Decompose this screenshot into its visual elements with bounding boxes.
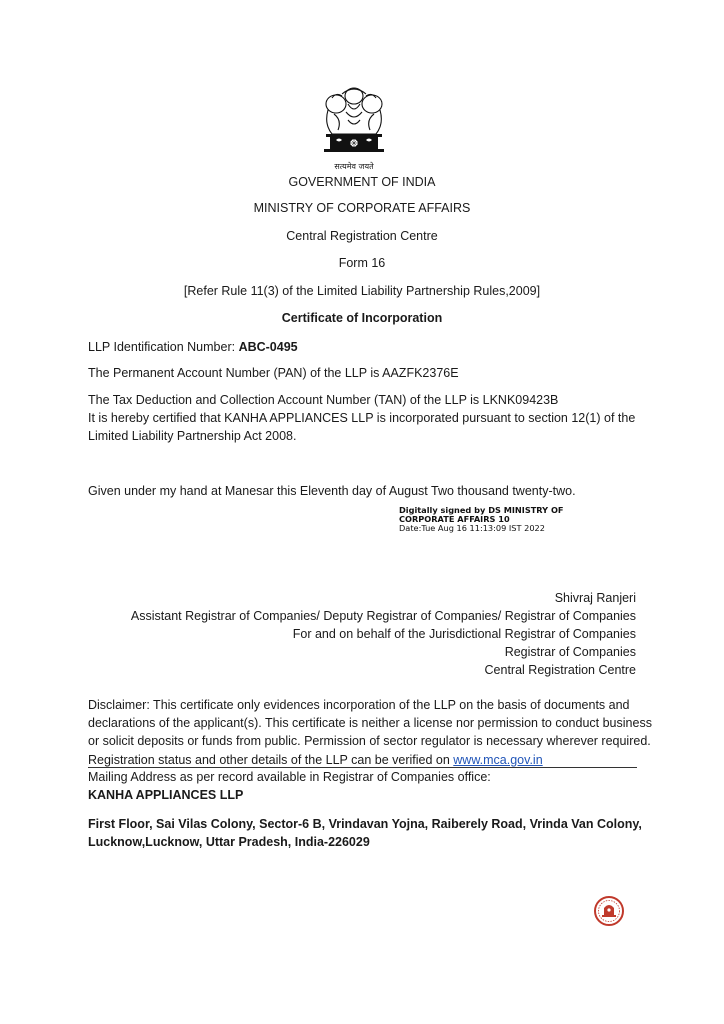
ministry-heading: MINISTRY OF CORPORATE AFFAIRS bbox=[253, 201, 471, 215]
tan-line: The Tax Deduction and Collection Account Number (TAN) of the LLP is LKNK09423B bbox=[88, 393, 559, 407]
disclaimer-line-4-prefix: Registration status and other details of the LLP can be verified on bbox=[88, 752, 454, 767]
mailing-address-label: Mailing Address as per record available in Registrar of Companies office: bbox=[88, 770, 491, 784]
disclaimer-line-3: or solicit deposits or funds from public. Permission of sector regulator is necessary wherever required. bbox=[88, 734, 651, 749]
address-line-2: Lucknow,Lucknow, Uttar Pradesh, India-226029 bbox=[88, 835, 370, 849]
national-emblem-icon bbox=[312, 84, 396, 164]
signatory-designation: Assistant Registrar of Companies/ Deputy Registrar of Companies/ Registrar of Companies bbox=[130, 609, 636, 623]
llpin-label: LLP Identification Number: bbox=[88, 340, 239, 354]
llpin-line bbox=[88, 338, 648, 356]
certify-line-2: Limited Liability Partnership Act 2008. bbox=[88, 429, 297, 443]
signatory-office: Registrar of Companies bbox=[504, 645, 636, 659]
disclaimer-line-2: declarations of the applicant(s). This certificate is neither a license nor permission to conduct business bbox=[88, 716, 652, 731]
certify-line-1: It is hereby certified that KANHA APPLIANCES LLP is incorporated pursuant to section 12(1) of the bbox=[88, 411, 636, 425]
given-under-hand-line: Given under my hand at Manesar this Eleventh day of August Two thousand twenty-two. bbox=[88, 484, 576, 498]
digital-signature-line-1: Digitally signed by DS MINISTRY OF bbox=[399, 505, 564, 515]
signatory-name: Shivraj Ranjeri bbox=[554, 591, 636, 605]
digital-signature-block bbox=[399, 506, 619, 533]
certificate-title: Certificate of Incorporation bbox=[281, 311, 443, 325]
digital-signature-date: Date:Tue Aug 16 11:13:09 IST 2022 bbox=[399, 523, 545, 533]
disclaimer-line-1: Disclaimer: This certificate only evidences incorporation of the LLP on the basis of documents and bbox=[88, 698, 630, 712]
disclaimer bbox=[88, 696, 652, 769]
government-heading: GOVERNMENT OF INDIA bbox=[288, 175, 436, 189]
llp-name: KANHA APPLIANCES LLP bbox=[88, 788, 244, 802]
rule-reference: [Refer Rule 11(3) of the Limited Liability Partnership Rules,2009] bbox=[183, 284, 541, 298]
signatory-behalf: For and on behalf of the Jurisdictional Registrar of Companies bbox=[292, 627, 636, 641]
llpin-value: ABC-0495 bbox=[238, 340, 298, 354]
form-number: Form 16 bbox=[338, 256, 386, 270]
mca-website-link[interactable]: www.mca.gov.in bbox=[453, 752, 543, 767]
emblem-motto: सत्यमेव जयते bbox=[334, 162, 374, 171]
mca-seal-icon bbox=[590, 893, 630, 929]
centre-heading: Central Registration Centre bbox=[286, 229, 438, 243]
digital-signature-line-2: CORPORATE AFFAIRS 10 bbox=[399, 514, 510, 524]
address-line-1: First Floor, Sai Vilas Colony, Sector-6 B, Vrindavan Yojna, Raiberely Road, Vrinda Van Colony, bbox=[88, 817, 642, 831]
national-emblem bbox=[312, 84, 396, 172]
pan-line: The Permanent Account Number (PAN) of the LLP is AAZFK2376E bbox=[88, 366, 459, 380]
signatory-centre: Central Registration Centre bbox=[484, 663, 636, 677]
